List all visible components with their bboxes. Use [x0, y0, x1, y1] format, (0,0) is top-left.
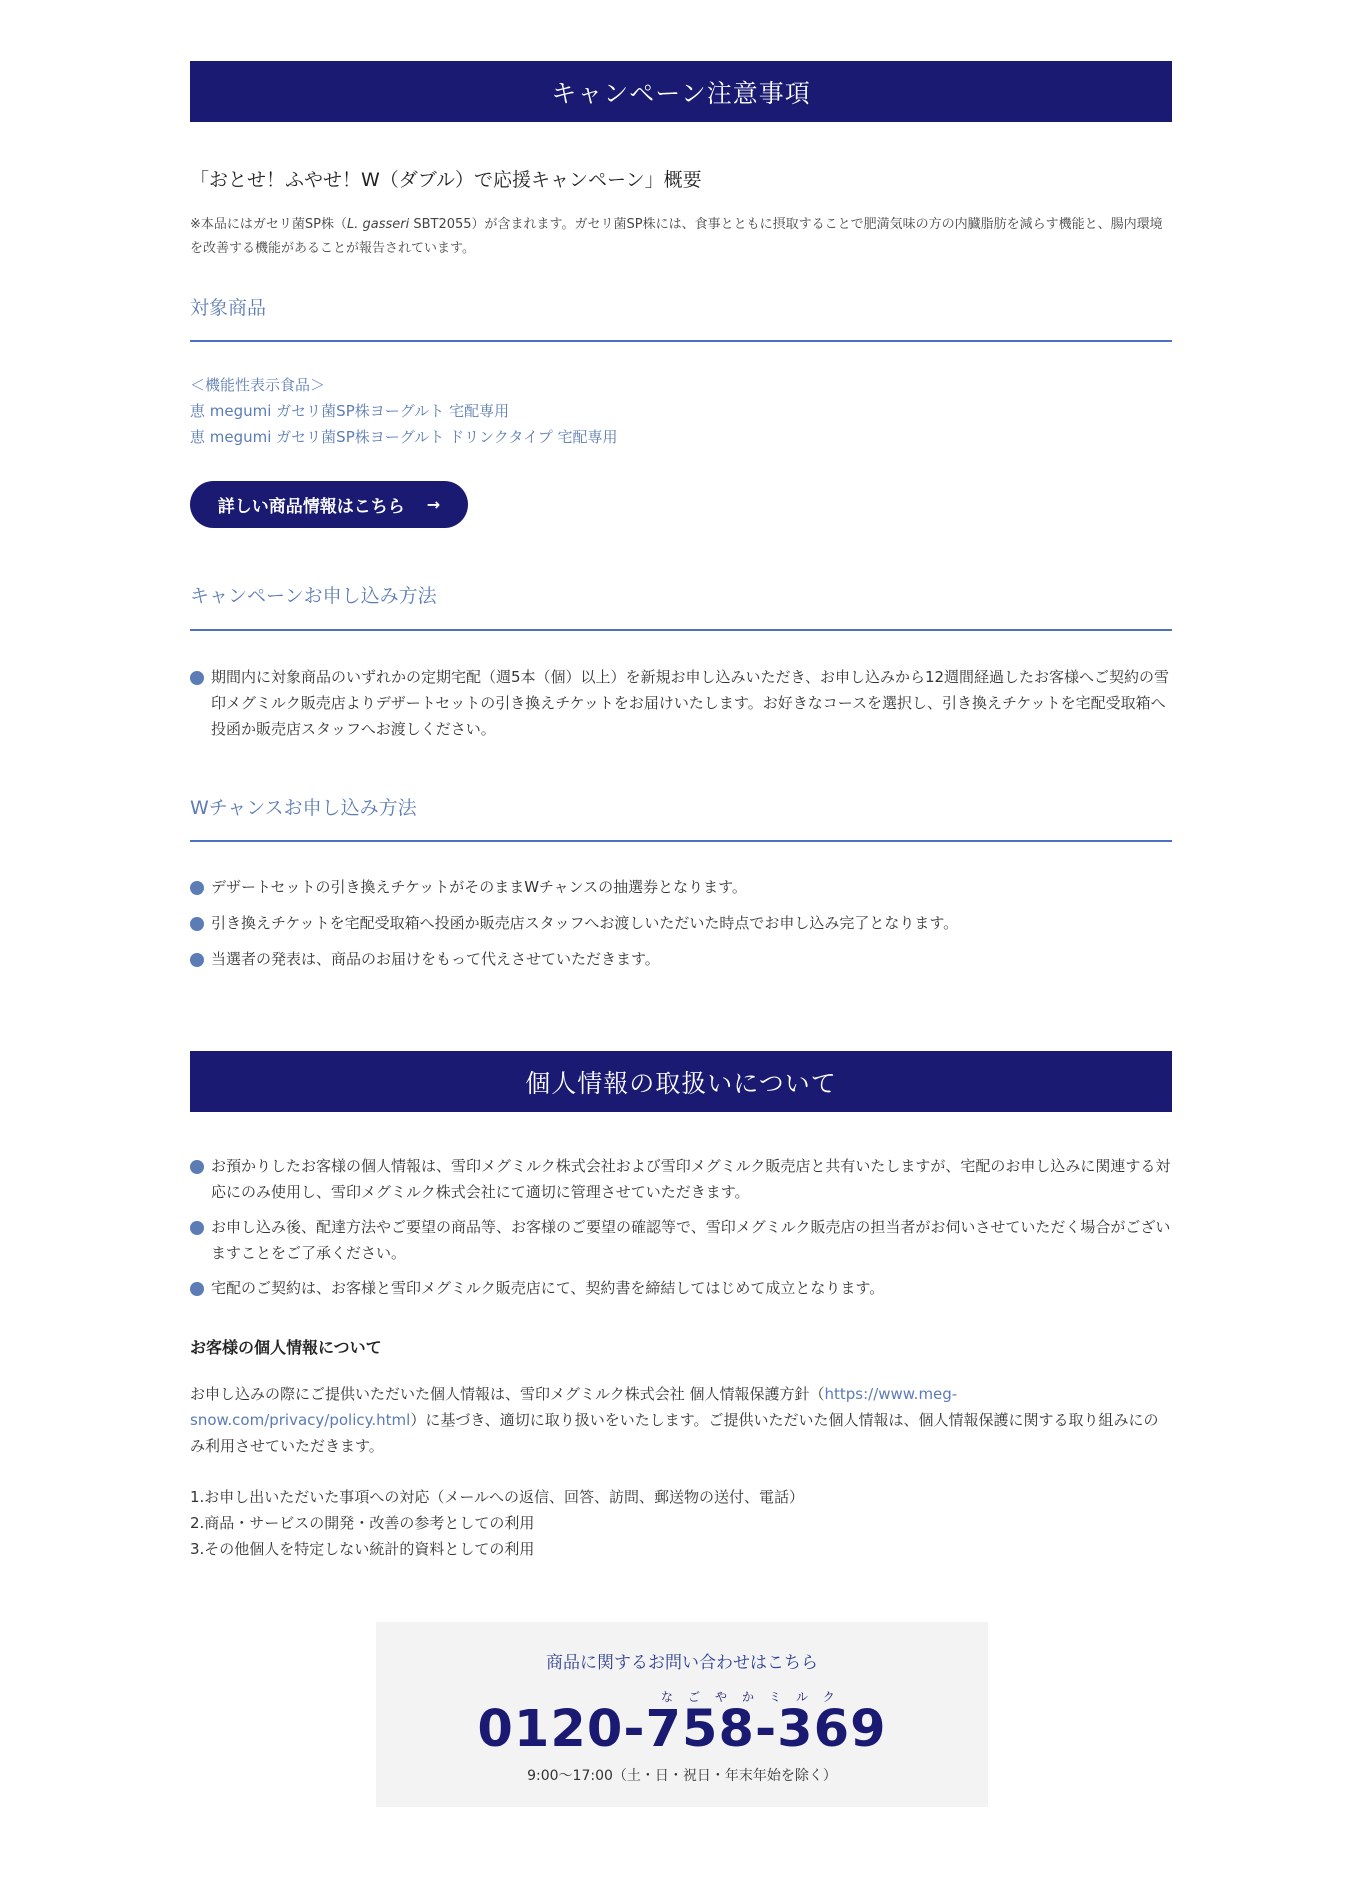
business-hours: 9:00〜17:00（土・日・祝日・年末年始を除く）	[527, 1768, 837, 1784]
phone-ruby: なごやかミルク	[661, 1690, 850, 1704]
product-list	[190, 372, 618, 450]
privacy-banner	[190, 1051, 1172, 1112]
list-item: 2.商品・サービスの開発・改善の参考としての利用	[190, 1514, 535, 1532]
arrow-right-icon: →	[426, 495, 441, 514]
divider	[190, 629, 1172, 631]
privacy-sub-title: お客様の個人情報について	[190, 1338, 382, 1357]
products-heading: 対象商品	[190, 297, 267, 319]
privacy-paragraph: お申し込みの際にご提供いただいた個人情報は、雪印メグミルク株式会社 個人情報保護方針（https://www.meg-snow.com/privacy/policy.html）に基づき、適切に取り扱いをいたします。ご提供いただいた個人情報は、個人情報保護に関する取り組みにのみ利用させていただきます。	[190, 1385, 1159, 1455]
divider	[190, 840, 1172, 842]
list-item: 宅配のご契約は、お客様と雪印メグミルク販売店にて、契約書を締結してはじめて成立となります。	[190, 1275, 1172, 1301]
wchance-heading: Wチャンスお申し込み方法	[190, 797, 417, 819]
privacy-policy-link[interactable]: https://www.meg-snow.com/privacy/policy.html	[190, 1385, 958, 1429]
campaign-banner-title: キャンペーン注意事項	[551, 78, 811, 108]
list-item: 1.お申し出いただいた事項への対応（メールへの返信、回答、訪問、郵送物の送付、電話）	[190, 1488, 805, 1506]
list-item: お預かりしたお客様の個人情報は、雪印メグミルク株式会社および雪印メグミルク販売店と共有いたしますが、宅配のお申し込みに関連する対応にのみ使用し、雪印メグミルク株式会社にて適切に管理させていただきます。	[190, 1153, 1172, 1205]
list-item: 期間内に対象商品のいずれかの定期宅配（週5本（個）以上）を新規お申し込みいただき、お申し込みから12週間経過したお客様へご契約の雪印メグミルク販売店よりデザートセットの引き換えチケットをお届けいたします。お好きなコースを選択し、引き換えチケットを宅配受取箱へ投函か販売店スタッフへお渡しください。	[190, 664, 1172, 742]
list-item: 当選者の発表は、商品のお届けをもって代えさせていただきます。	[190, 946, 1172, 972]
apply-heading: キャンペーンお申し込み方法	[190, 585, 437, 607]
list-item: 3.その他個人を特定しない統計的資料としての利用	[190, 1540, 535, 1558]
product-category: ＜機能性表示食品＞	[190, 376, 326, 394]
divider	[190, 340, 1172, 342]
functional-note: ※本品にはガセリ菌SP株（L. gasseri SBT2055）が含まれます。ガセリ菌SP株には、食事とともに摂取することで肥満気味の方の内臓脂肪を減らす機能と、腸内環境を改善する機能があることが報告されています。	[190, 217, 1163, 256]
contact-box	[376, 1622, 988, 1807]
product-item: 恵 megumi ガセリ菌SP株ヨーグルト ドリンクタイプ 宅配専用	[190, 428, 618, 446]
contact-label: 商品に関するお問い合わせはこちら	[546, 1653, 818, 1673]
product-details-button-label: 詳しい商品情報はこちら	[217, 497, 405, 517]
privacy-list	[190, 1153, 1172, 1301]
campaign-banner	[190, 61, 1172, 122]
list-item: デザートセットの引き換えチケットがそのままWチャンスの抽選券となります。	[190, 874, 1172, 900]
list-item: 引き換えチケットを宅配受取箱へ投函か販売店スタッフへお渡しいただいた時点でお申し込み完了となります。	[190, 910, 1172, 936]
privacy-banner-title: 個人情報の取扱いについて	[525, 1068, 837, 1098]
product-item: 恵 megumi ガセリ菌SP株ヨーグルト 宅配専用	[190, 402, 510, 420]
product-details-button[interactable]	[190, 481, 468, 528]
wchance-list	[190, 874, 1172, 972]
campaign-overview-title: 「おとせ！ふやせ！W（ダブル）で応援キャンペーン」概要	[190, 169, 702, 191]
purpose-list	[190, 1484, 804, 1562]
phone-number[interactable]: 0120-758-369	[477, 1700, 887, 1759]
apply-list	[190, 664, 1172, 742]
list-item: お申し込み後、配達方法やご要望の商品等、お客様のご要望の確認等で、雪印メグミルク販売店の担当者がお伺いさせていただく場合がございますことをご了承ください。	[190, 1214, 1172, 1266]
